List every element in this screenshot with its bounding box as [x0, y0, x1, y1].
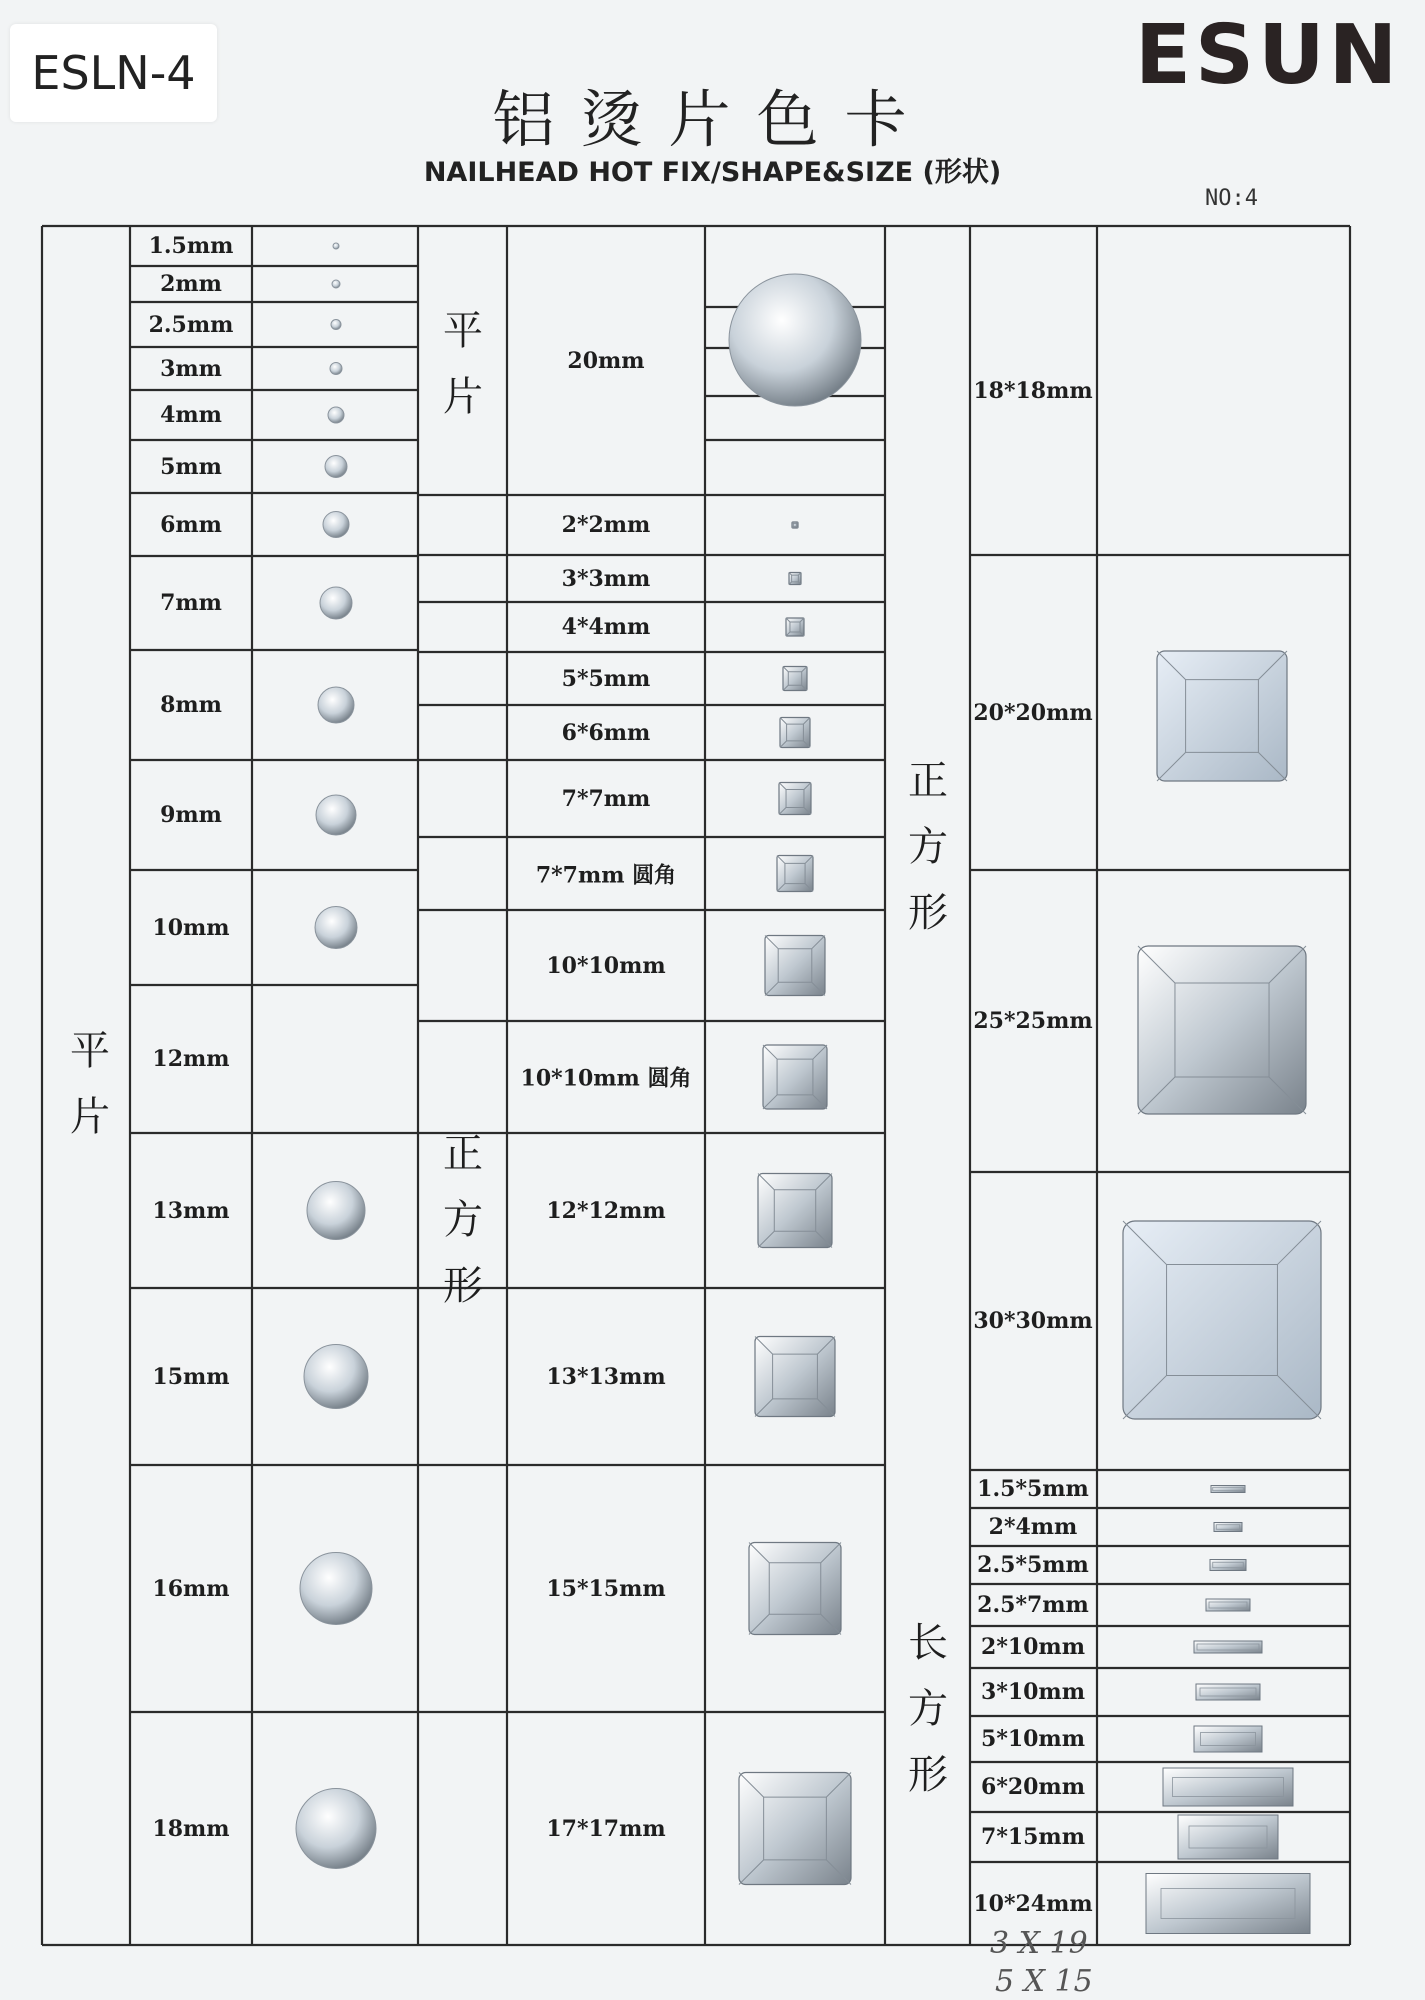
round-swatch	[315, 907, 357, 949]
middle-size-label: 13*13mm	[546, 1363, 666, 1390]
square-swatch	[749, 1543, 841, 1635]
handwritten-note-1: 3 X 19	[990, 1926, 1088, 1961]
rect-swatch	[1206, 1599, 1250, 1611]
section-label-square-right: 正方形	[908, 758, 948, 936]
middle-size-label: 7*7mm	[561, 785, 651, 812]
round-swatch	[318, 687, 354, 723]
rect-swatch	[1214, 1523, 1242, 1532]
round-swatch	[331, 320, 341, 330]
square-swatch-30mm	[1123, 1221, 1321, 1419]
middle-size-label: 7*7mm 圆角	[535, 862, 677, 888]
round-swatch	[320, 587, 352, 619]
middle-size-label: 17*17mm	[546, 1815, 666, 1842]
rect-swatch	[1163, 1768, 1293, 1806]
middle-size-label: 4*4mm	[561, 614, 651, 640]
section-label-round-flat: 平片	[70, 1028, 110, 1140]
rect-swatch	[1196, 1684, 1260, 1700]
round-size-label: 12mm	[152, 1046, 230, 1072]
square-swatch	[786, 618, 804, 636]
rect-size-label: 7*15mm	[981, 1824, 1085, 1850]
square-swatch	[783, 667, 807, 691]
middle-size-label: 6*6mm	[561, 719, 651, 746]
middle-size-label: 15*15mm	[546, 1575, 666, 1602]
round-size-label: 10mm	[152, 914, 230, 941]
section-label-flat: 平片	[443, 308, 483, 420]
rect-size-label: 3*10mm	[981, 1679, 1085, 1705]
round-swatch	[332, 280, 340, 288]
round-size-label: 7mm	[160, 590, 222, 616]
square-swatch-20mm	[1157, 651, 1287, 781]
rect-size-label: 5*10mm	[981, 1726, 1085, 1752]
brand-logo: ESUN	[1135, 8, 1402, 103]
square-size-label: 18*18mm	[973, 377, 1093, 404]
round-size-label: 2mm	[160, 271, 222, 297]
square-size-label: 25*25mm	[973, 1008, 1093, 1034]
code-tag: ESLN-4	[10, 24, 217, 122]
square-swatch	[758, 1174, 832, 1248]
round-swatch	[325, 456, 347, 478]
handwritten-note-2: 5 X 15	[995, 1964, 1093, 1999]
page-title: 铝烫片色卡	[492, 83, 933, 156]
round-swatch	[304, 1345, 368, 1409]
square-swatch	[779, 783, 811, 815]
square-swatch	[789, 573, 801, 585]
square-size-label: 20*20mm	[973, 699, 1093, 726]
middle-size-label: 2*2mm	[561, 512, 651, 538]
round-size-label: 1.5mm	[148, 233, 234, 259]
rect-size-label: 1.5*5mm	[977, 1476, 1089, 1502]
round-size-label: 16mm	[152, 1575, 230, 1602]
rect-swatch	[1194, 1726, 1262, 1752]
round-swatch	[300, 1553, 372, 1625]
rect-size-label: 2.5*7mm	[977, 1592, 1089, 1618]
rect-size-label: 6*20mm	[981, 1774, 1085, 1800]
square-swatch	[780, 718, 810, 748]
middle-size-label: 3*3mm	[561, 565, 651, 592]
rect-swatch	[1194, 1641, 1262, 1653]
section-label-rectangle: 长方形	[908, 1620, 948, 1798]
rect-size-label: 2.5*5mm	[977, 1552, 1089, 1578]
page-subtitle: NAILHEAD HOT FIX/SHAPE&SIZE (形状)	[423, 157, 1002, 188]
middle-size-label: 10*10mm	[546, 952, 666, 979]
round-size-label: 2.5mm	[148, 311, 234, 338]
round-swatch	[330, 363, 342, 375]
middle-size-label: 20mm	[567, 347, 645, 374]
round-size-label: 4mm	[160, 402, 222, 428]
rect-swatch	[1211, 1486, 1245, 1493]
square-swatch	[792, 522, 798, 528]
round-size-label: 5mm	[160, 453, 222, 480]
round-size-label: 18mm	[152, 1815, 230, 1842]
round-swatch	[296, 1789, 376, 1869]
round-swatch	[316, 795, 356, 835]
square-swatch	[765, 936, 825, 996]
round-swatch-20mm	[729, 274, 861, 406]
page-number: NO:4	[1205, 186, 1258, 211]
middle-size-label: 5*5mm	[561, 665, 651, 692]
square-swatch	[777, 856, 813, 892]
middle-size-label: 10*10mm 圆角	[520, 1065, 692, 1092]
rect-swatch	[1178, 1815, 1278, 1859]
round-size-label: 13mm	[152, 1197, 230, 1224]
round-size-label: 8mm	[160, 692, 222, 718]
round-size-label: 3mm	[160, 355, 222, 382]
round-size-label: 15mm	[152, 1363, 230, 1390]
round-size-label: 9mm	[160, 802, 222, 828]
rect-size-label: 10*24mm	[973, 1890, 1093, 1917]
section-label-square-mid: 正方形	[443, 1131, 483, 1309]
square-size-label: 30*30mm	[973, 1308, 1093, 1334]
rect-size-label: 2*10mm	[981, 1634, 1085, 1660]
round-size-label: 6mm	[160, 511, 222, 538]
middle-size-label: 12*12mm	[546, 1197, 666, 1224]
rect-swatch	[1146, 1874, 1310, 1934]
round-swatch	[323, 512, 349, 538]
rect-swatch	[1210, 1560, 1246, 1571]
square-swatch	[763, 1045, 827, 1109]
square-swatch-25mm	[1138, 946, 1306, 1114]
rect-size-label: 2*4mm	[988, 1514, 1078, 1540]
round-swatch	[307, 1182, 365, 1240]
square-swatch	[739, 1773, 851, 1885]
square-swatch	[755, 1337, 835, 1417]
round-swatch	[328, 407, 344, 423]
round-swatch	[333, 243, 339, 249]
